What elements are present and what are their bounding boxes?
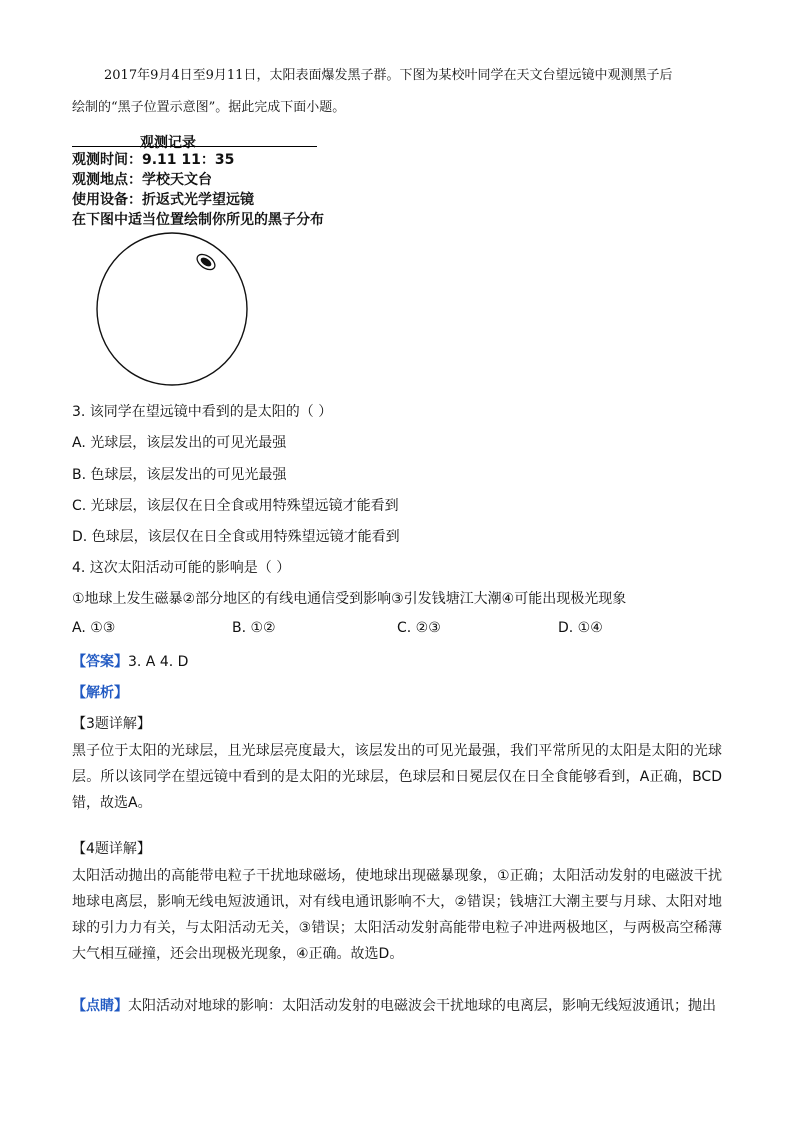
q3-detail-heading: 【3题详解】 — [72, 716, 151, 732]
tip-body: 太阳活动对地球的影响：太阳活动发射的电磁波会干扰地球的电离层，影响无线短波通讯；抛出 — [128, 998, 716, 1014]
q4-items: ①地球上发生磁暴②部分地区的有线电通信受到影响③引发钱塘江大潮④可能出现极光现象 — [72, 591, 627, 607]
q4-detail-heading: 【4题详解】 — [72, 841, 151, 857]
q4-option-b: B. ①② — [232, 620, 276, 636]
record-title-rule — [72, 146, 317, 147]
q3-detail-body: 黑子位于太阳的光球层，且光球层亮度最大，该层发出的可见光最强，我们平常所见的太阳是太阳的光球层。所以该同学在望远镜中看到的是太阳的光球层，色球层和日冕层仅在日全食能够看到，A正确，BCD错，故选A。 — [72, 743, 722, 811]
q4-detail-body: 太阳活动抛出的高能带电粒子干扰地球磁场，使地球出现磁暴现象，①正确；太阳活动发射的电磁波干扰地球电离层，影响无线电短波通讯，对有线电通讯影响不大，②错误；钱塘江大潮主要与月球、太阳对地球的引力力有关，与太阳活动无关，③错误；太阳活动发射高能带电粒子冲进两极地区，与两极高空稀薄大气相互碰撞，还会出现极光现象，④正确。故选D。 — [72, 868, 722, 962]
record-title: 观测记录 — [140, 135, 196, 151]
analysis-tag: 【解析】 — [72, 685, 128, 701]
tip-paragraph — [72, 993, 722, 1019]
intro-line-1: 2017年9月4日至9月11日，太阳表面爆发黑子群。下图为某校叶同学在天文台望远镜中观测黑子后 — [104, 68, 673, 83]
record-time: 观测时间：9.11 11：35 — [72, 152, 235, 168]
q4-options — [72, 620, 732, 640]
q3-option-b: B. 色球层，该层发出的可见光最强 — [72, 467, 287, 483]
q3-option-d: D. 色球层，该层仅在日全食或用特殊望远镜才能看到 — [72, 529, 400, 545]
sun-disk — [97, 233, 247, 385]
q4-option-c: C. ②③ — [397, 620, 441, 636]
record-task: 在下图中适当位置绘制你所见的黑子分布 — [72, 212, 324, 228]
intro-line-2: 绘制的“黑子位置示意图”。据此完成下面小题。 — [72, 100, 346, 115]
q3-option-a: A. 光球层，该层发出的可见光最强 — [72, 435, 287, 451]
q3-stem: 3. 该同学在望远镜中看到的是太阳的（ ） — [72, 404, 333, 420]
record-place: 观测地点：学校天文台 — [72, 172, 212, 188]
sunspot-mark — [194, 251, 217, 272]
sunspot-diagram — [94, 230, 254, 390]
q4-option-d: D. ①④ — [558, 620, 603, 636]
answer-text: 3. A 4. D — [128, 654, 189, 670]
q4-stem: 4. 这次太阳活动可能的影响是（ ） — [72, 560, 291, 576]
answer-line — [72, 651, 188, 671]
q4-option-a: A. ①③ — [72, 620, 116, 636]
tip-tag: 【点睛】 — [72, 998, 128, 1014]
answer-tag: 【答案】 — [72, 654, 128, 670]
record-device: 使用设备：折返式光学望远镜 — [72, 192, 254, 208]
q3-option-c: C. 光球层，该层仅在日全食或用特殊望远镜才能看到 — [72, 498, 399, 514]
